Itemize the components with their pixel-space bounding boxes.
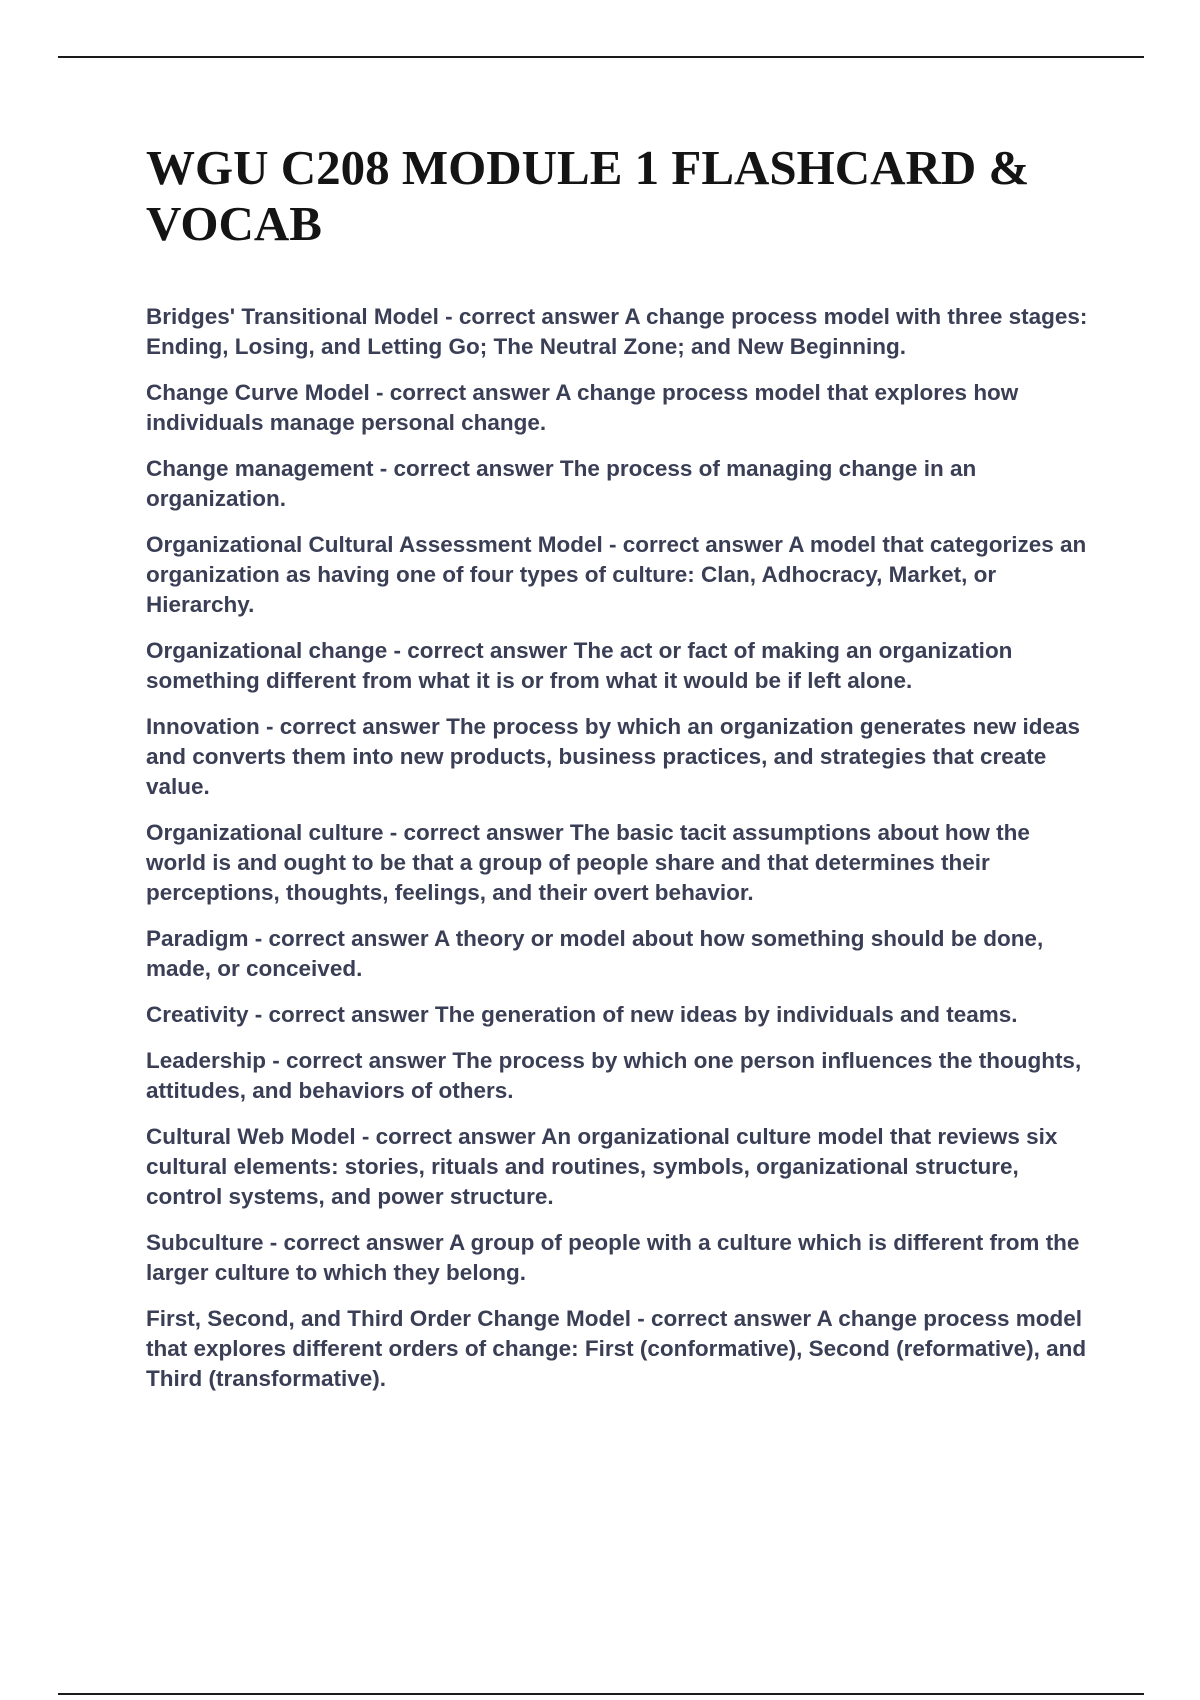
vocab-entry-innovation: Innovation - correct answer The process by which an organization generates new ideas and converts them into new products, business practices, and strategies that create value. bbox=[146, 714, 1080, 799]
vocab-entry-organizational-change: Organizational change - correct answer The act or fact of making an organization something different from what it is or from what it would be if left alone. bbox=[146, 638, 1013, 693]
vocab-entry-creativity: Creativity - correct answer The generation of new ideas by individuals and teams. bbox=[146, 1002, 1018, 1027]
vocab-entry-paradigm: Paradigm - correct answer A theory or model about how something should be done, made, or conceived. bbox=[146, 926, 1044, 981]
document-title: WGU C208 MODULE 1 FLASHCARD & VOCAB bbox=[146, 140, 1030, 251]
vocab-list bbox=[146, 302, 1096, 1410]
vocab-entry-change-management: Change management - correct answer The process of managing change in an organization. bbox=[146, 456, 977, 511]
vocab-entry-organizational-culture: Organizational culture - correct answer The basic tacit assumptions about how the world is and ought to be that a group of people share and that determines their perceptions, thoughts, feelings, and their overt behavior. bbox=[146, 820, 1030, 905]
footer-rule bbox=[58, 1693, 1144, 1695]
vocab-entry-leadership: Leadership - correct answer The process by which one person influences the thoughts, attitudes, and behaviors of others. bbox=[146, 1048, 1082, 1103]
vocab-entry-organizational-cultural-assessment-model: Organizational Cultural Assessment Model - correct answer A model that categorizes an organization as having one of four types of culture: Clan, Adhocracy, Market, or Hierarchy. bbox=[146, 532, 1087, 617]
vocab-entry-cultural-web-model: Cultural Web Model - correct answer An organizational culture model that reviews six cultural elements: stories, rituals and routines, symbols, organizational structure, control systems, and power structure. bbox=[146, 1124, 1058, 1209]
header-rule bbox=[58, 56, 1144, 58]
vocab-entry-order-change-model: First, Second, and Third Order Change Model - correct answer A change process model that explores different orders of change: First (conformative), Second (reformative), and Third (transformative). bbox=[146, 1306, 1087, 1391]
vocab-entry-bridges-transitional-model: Bridges' Transitional Model - correct answer A change process model with three stages: Ending, Losing, and Letting Go; The Neutral Zone; and New Beginning. bbox=[146, 304, 1088, 359]
vocab-entry-change-curve-model: Change Curve Model - correct answer A change process model that explores how individuals manage personal change. bbox=[146, 380, 1019, 435]
vocab-entry-subculture: Subculture - correct answer A group of people with a culture which is different from the larger culture to which they belong. bbox=[146, 1230, 1080, 1285]
